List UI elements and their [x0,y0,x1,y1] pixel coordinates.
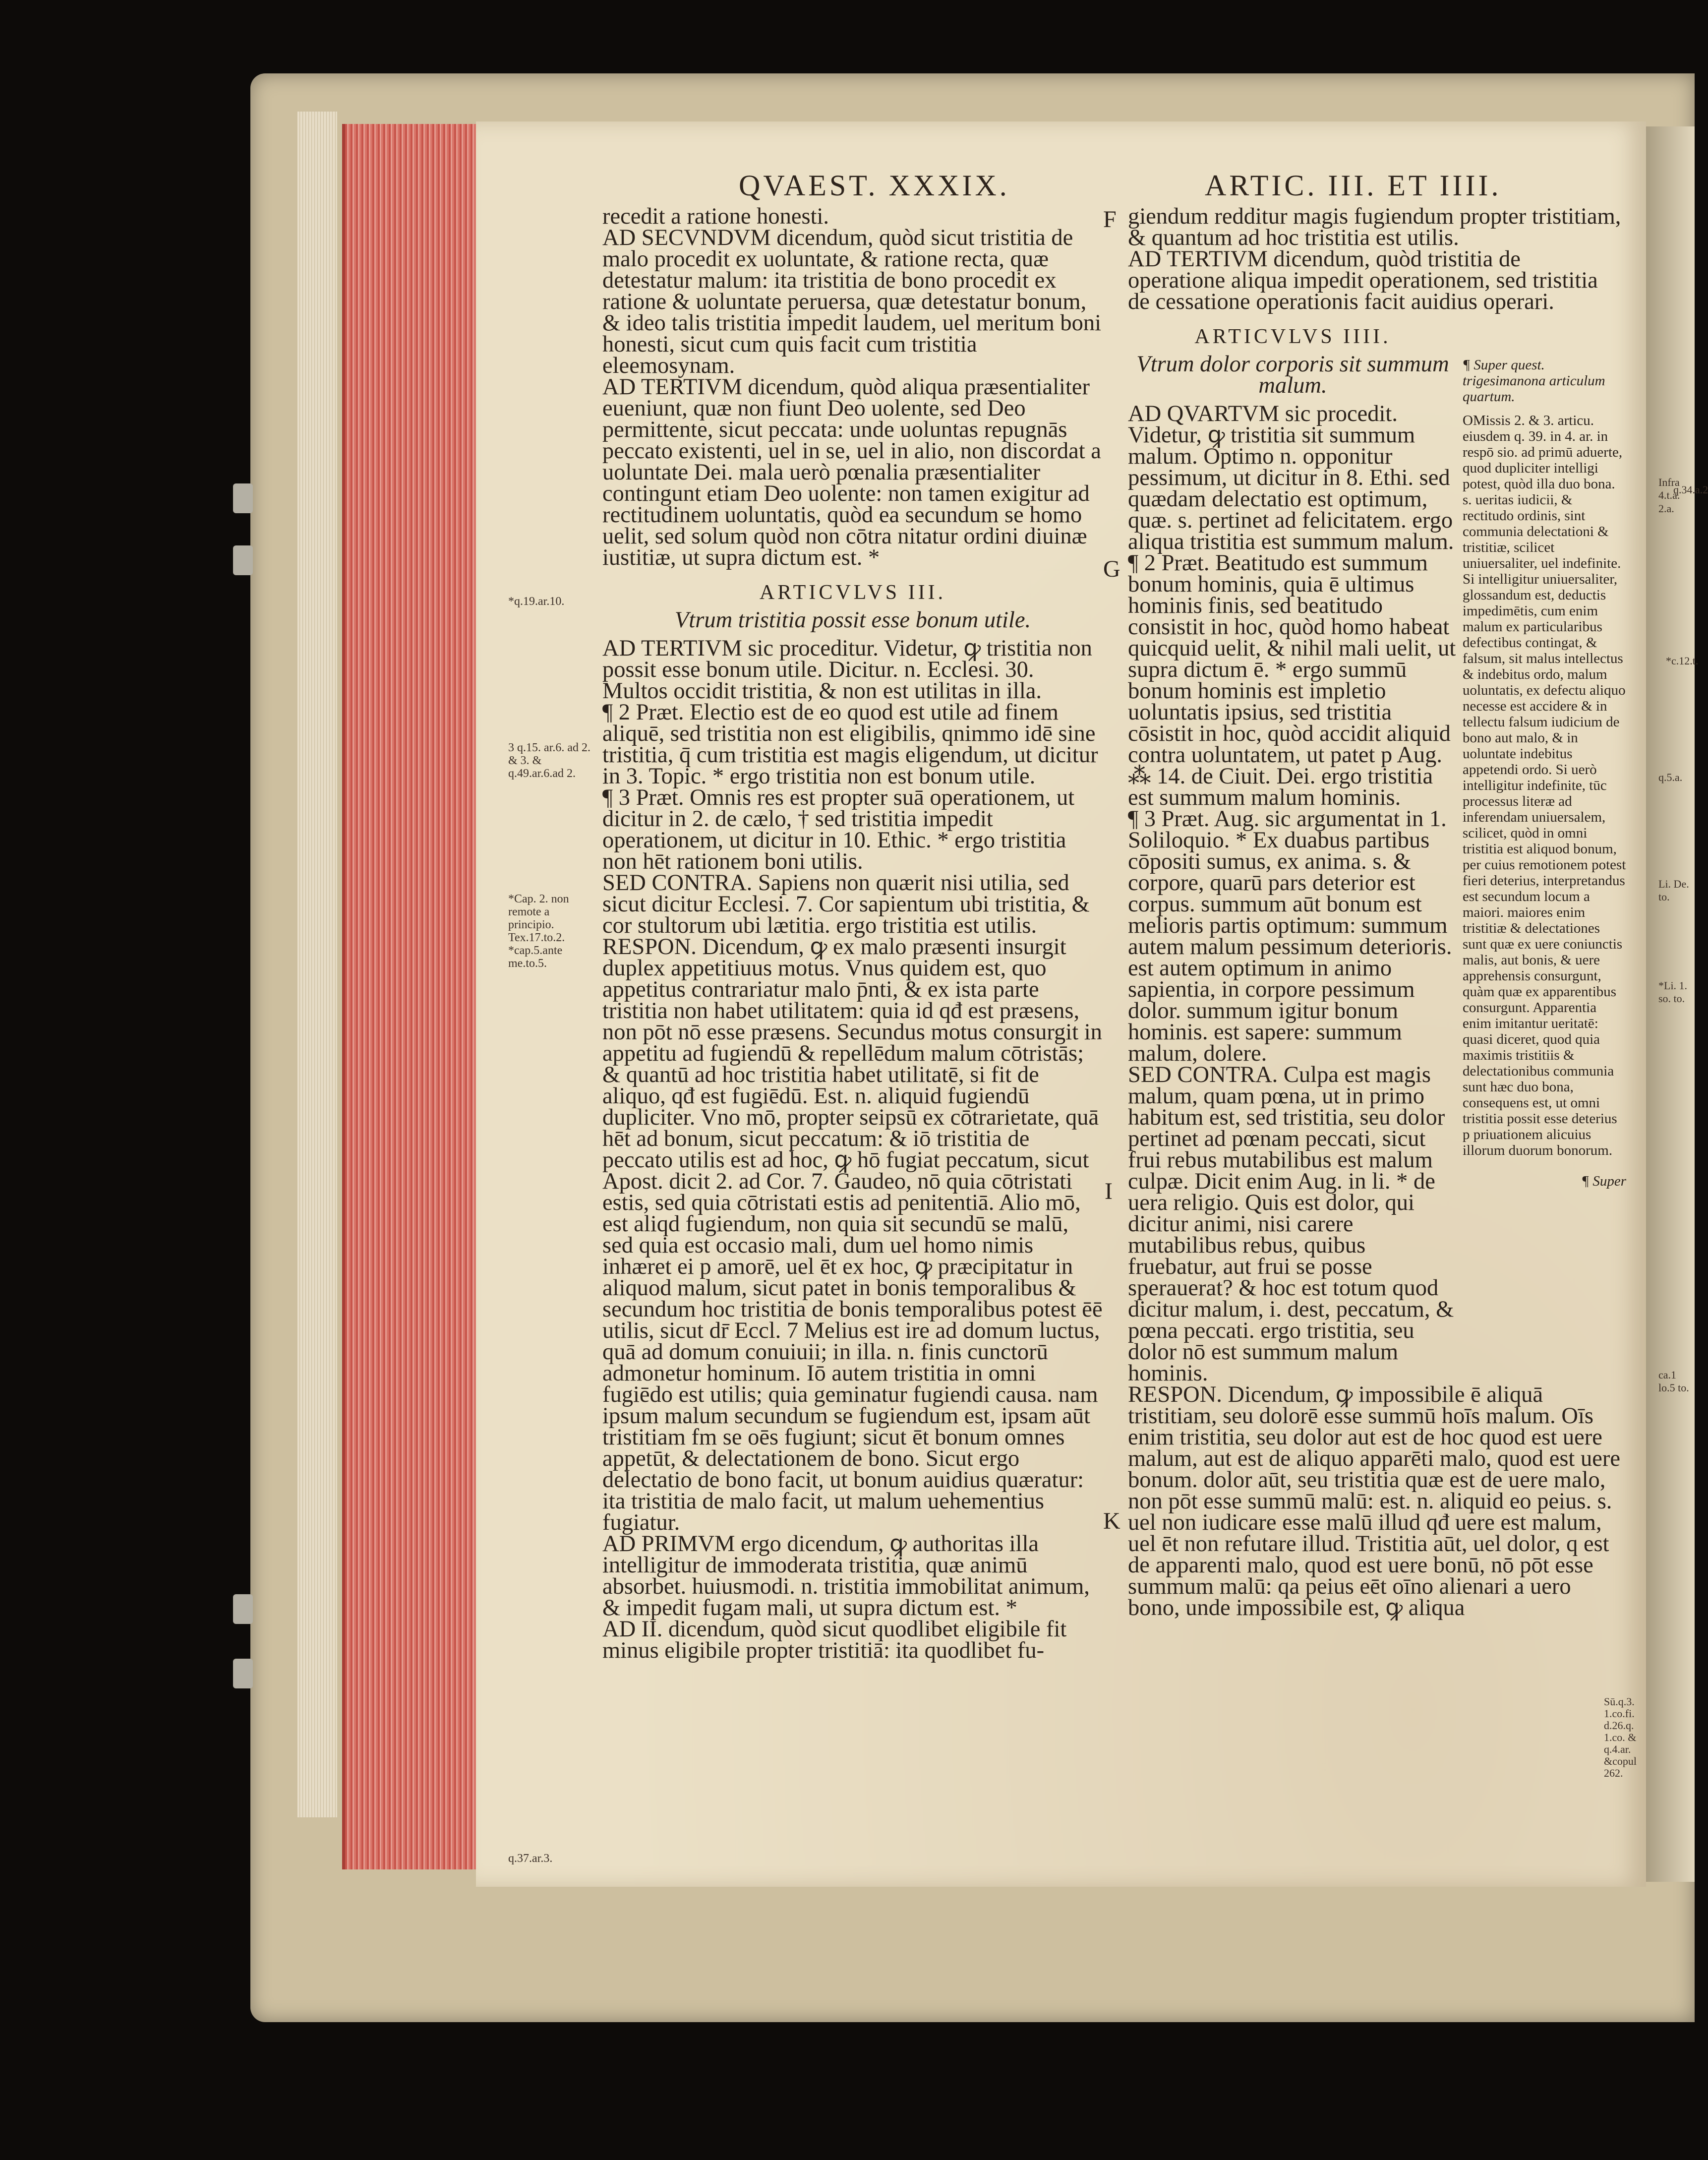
mid-para-2: AD QVARTVM sic procedit. Videtur, ꝙ tristitia sit summum malum. Optimo n. opponitur pessimum, ut dicitur in 8. Ethi. sed quædam delectatio est optimum, quæ. s. pertinet ad felicitatem. ergo aliqua tristitia est summum malum. [1128,401,1454,554]
margin-letter-i: I [1105,1178,1113,1204]
left-para-1: AD SECVNDVM dicendum, quòd sicut tristitia de malo procedit ex uoluntate, & ratione recta, quæ detestatur malum: ita tristitia de bono procedit ex ratione & uoluntate peruersa, quæ detestatur bonum, & ideo talis tristitia impedit laudem, uel meritum boni honesti, sicut cum quis facit cum tristitia eleemosynam. [602,225,1102,378]
edge-note-7: ca.1 lo.5 to. [1658,1369,1689,1394]
edge-note-6: *Li. 1. so. to. [1658,979,1688,1005]
edge-note-2: q.34.a.2 [1673,483,1708,496]
mid-para-6: RESPON. Dicendum, ꝙ impossibile ē aliquā tristitiam, seu dolorē esse summū hoīs malum. Oīs enim tristitia, seu dolor aut est de hoc quod est uere malum, aut est de aliquo apparēti malo, quod est uere bonum. dolor aūt, seu tristitia quæ est de uere malo, non pōt esse summū malū: est. n. aliquid eo peius. s. uel non iudicare esse malū illud qđ uere est malum, uel ēt non refutare illud. Tristitia aūt, uel dolor, q est de apparenti malo, quod est uere bonū, nō pōt esse summum malū: qa peius eēt oīno alienari a uero bono, unde impossibile est, ꝙ aliqua [1128,1382,1620,1620]
left-para-6: SED CONTRA. Sapiens non quærit nisi utilia, sed sicut dicitur Ecclesi. 7. Cor sapientum ubi tristitia, & cor stultorum ubi lætitia. ergo tristitia est utilis. [602,870,1090,938]
left-para-7: RESPON. Dicendum, ꝙ ex malo præsenti insurgit duplex appetitiuus motus. Vnus quidem est, quo appetitus contrariatur malo p̄nti, & ex ista parte tristitia non habet utilitatem: quia id qđ est præsens, non pōt nō esse præsens. Secundus motus consurgit in appetitu ad fugiendū & repellēdum malum cōtristās; & quantū ad hoc tristitia habet utilitatē, si fit de aliquo, qđ est fugiēdū. Est. n. aliquid fugiendū dupliciter. Vno mō, propter seipsū ex cōtrarietate, quā hēt ad bonum, sicut peccatum: & iō tristitia de peccato utilis est ad hoc, ꝙ hō fugiat peccatum, sicut Apost. dicit 2. ad Cor. 7. Gaudeo, nō quia cōtristati estis, sed quia cōtristati estis ad penitentiā. Alio mō, est aliqd fugiendum, non quia sit secundū se malū, sed quia est occasio mali, dum uel homo nimis inhæret ei p amorē, uel ēt ex hoc, ꝙ præcipitatur in aliquod malum, sicut patet in bonis temporalibus & secundum hoc tristitia de bonis temporalibus potest ēē utilis, sicut dr̄ Eccl. 7 Melius est ire ad domum luctus, quā ad domum conuiuii; in illa. n. finis cunctorū admonetur hominum. Iō autem tristitia in omni fugiēdo est utilis; quia geminatur fugiendi causa. nam ipsum malum secundum se fugiendum est, ipsam aūt tristitiam fm se oēs fugiunt; sicut ēt bonum omnes appetūt, & delectationem de bono. Sicut ergo delectatio de bono facit, ut bonum auidius quæratur: ita tristitia de malo facit, ut malum uehementius fugiatur. [602,934,1103,1535]
mid-para-1: AD TERTIVM dicendum, quòd tristitia de operatione aliqua impedit operationem, sed tristitia de cessatione operationis facit auidius operari. [1128,246,1598,314]
edge-note-5: Li. De. to. [1658,878,1689,903]
edge-note-1: Infra 4.t.a. 2.a. [1658,476,1680,515]
mid-para-4: ¶ 3 Præt. Aug. sic argumentat in 1. Soliloquio. * Ex duabus partibus cōpositi sumus, ex anima. s. & corpore, quarū pars deterior est corpus. summum aūt bonum est melioris partis optimum: summum autem malum pessimum deterioris. est autem optimum in animo sapientia, in corpore pessimum dolor. summum igitur bonum hominis. est sapere: summum malum, dolere. [1128,806,1452,1066]
middle-bottom-wide [1128,1384,1626,1619]
margin-note-2: 3 q.15. ar.6. ad 2. & 3. & q.49.ar.6.ad 2. [508,741,590,780]
article-4-title: ARTICVLVS IIII. [1194,325,1391,348]
margin-letter-g: G [1103,556,1120,582]
article-4-question: Vtrum dolor corporis sit summum malum. [1136,352,1449,398]
edge-note-4: q.5.a. [1658,771,1683,783]
clasp-hinge-top [233,483,253,513]
mid-para-0: giendum redditur magis fugiendum propter tristitiam, & quantum ad hoc tristitia est utilis. [1128,204,1621,250]
margin-note-1: *q.19.ar.10. [508,595,565,608]
left-para-5: ¶ 3 Præt. Omnis res est propter suā operationem, ut dicitur in 2. de cælo, † sed tristitia impedit operationem, ut dicitur in 10. Ethic. * ergo tristitia non hēt rationem boni utilis. [602,785,1075,874]
gloss-heading: ¶ Super quest. trigesimanona articulum quartum. [1463,357,1605,405]
gloss-text: OMissis 2. & 3. articu. eiusdem q. 39. in 4. ar. in respō sio. ad primū aduerte, quod dupliciter intelligi potest, quòd illa duo bona. s. ueritas iudicii, & rectitudo ordinis, sint communia delectationi & tristitiæ, scilicet uniuersaliter, uel indefinite. Si intelligitur uniuersaliter, glossandum est, deductis impedimētis, cum enim malum ex particularibus defectibus contingat, & falsum, sit malus intellectus & indebitus ordo, malum uoluntatis, ex defectu aliquo necesse est accidere & in tellectu falsum iudicium de bono aut malo, & in uoluntate indebitus appetendi ordo. Si uerò intelligitur indefinite, tūc processus literæ ad inferendam uniuersalem, scilicet, quòd in omni tristitia est aliquod bonum, per cuius remotionem potest fieri deterius, interpretandus est secundum locum a maiori. maiores enim tristitiæ & delectationes sunt quæ ex uere coniunctis malis, aut bonis, & uere apprehensis consurgunt, quàm quæ ex apparentibus consurgunt. Apparentia enim imitantur ueritatē: quasi diceret, quod quia maximis tristitiis & delectationibus communia sunt hæc duo bona, consequens est, ut omni tristitia possit esse deterius p priuationem alicuius illorum duorum bonorum. [1463,413,1626,1158]
running-head-right: ARTIC. III. ET IIII. [1205,169,1502,202]
mid-para-3: ¶ 2 Præt. Beatitudo est summum bonum hominis, quia ē ultimus hominis finis, sed beatitudo consistit in hoc, quòd homo habeat quicquid uelit, & nihil mali uelit, ut supra dictum ē. * ergo summū bonum hominis est impletio uoluntatis ipsius, sed tristitia cōsistit in hoc, quòd accidit aliquid contra uoluntatem, ut patet p Aug. ⁂ 14. de Ciuit. Dei. ergo tristitia est summum malum hominis. [1128,550,1456,810]
clasp-hinge-lower [233,1594,253,1624]
left-para-0: recedit a ratione honesti. [602,204,829,229]
mid-para-5: SED CONTRA. Culpa est magis malum, quam pœna, ut in primo habitum est, sed tristitia, seu dolor pertinet ad pœnam peccati, sicut frui rebus mutabilibus est malum culpæ. Dicit enim Aug. in li. * de uera religio. Quis est dolor, qui dicitur animi, nisi carere mutabilibus rebus, quibus fruebatur, aut frui se posse sperauerat? & hoc est totum quod dicitur malum, i. dest, peccatum, & pœna peccati. ergo tristitia, seu dolor nō est summum malum hominis. [1128,1062,1454,1386]
right-gloss-column [1463,357,1626,1189]
article-3-title: ARTICVLVS III. [759,581,946,604]
margin-note-5: Sū.q.3. 1.co.fi. d.26.q. 1.co. & q.4.ar. &copul 262. [1604,1695,1637,1779]
left-para-3: AD TERTIVM sic proceditur. Videtur, ꝙ tristitia non possit esse bonum utile. Dicitur. n. Ecclesi. 30. Multos occidit tristitia, & non est utilitas in illa. [602,636,1092,704]
running-head-left: QVAEST. XXXIX. [739,169,1010,202]
article-3-question: Vtrum tristitia possit esse bonum utile. [674,607,1031,633]
middle-top-wide [1128,206,1621,312]
left-text-column [602,206,1103,1661]
left-para-4: ¶ 2 Præt. Electio est de eo quod est utile ad finem aliquē, sed tristitia non est eligibilis, qnimmo idē sine tristitia, q̄ cum tristitia est magis eligendum, ut dicitur in 3. Topic. * ergo tristitia non est bonum utile. [602,700,1098,789]
red-page-edges [342,124,479,1869]
page-block-edge [297,112,337,1817]
clasp-hinge-upper [233,545,253,575]
left-para-8: AD PRIMVM ergo dicendum, ꝙ authoritas illa intelligitur de immoderata tristitia, quæ animū absorbet. huiusmodi. n. tristitia immobilitat animum, & impedit fugam mali, ut supra dictum est. * [602,1531,1090,1620]
left-para-2: AD TERTIVM dicendum, quòd aliqua præsentialiter eueniunt, quæ non fiunt Deo uolente, sed Deo permittente, sicut peccata: unde uoluntas repugnās peccato existenti, uel in se, uel in alio, non discordat a uoluntate Dei. mala uerò pœnalia præsentialiter contingunt etiam Deo uolente: non tamen exigitur ad rectitudinem uoluntatis, quòd ea secundum se homo uelit, sed solum quòd non cōtra nitatur ordini diuinæ iustitiæ, ut supra dictum est. * [602,374,1101,570]
gloss-footer: ¶ Super [1581,1173,1626,1189]
clasp-hinge-bottom [233,1659,253,1688]
left-para-9: AD II. dicendum, quòd sicut quodlibet eligibile fit minus eligibile propter tristitiā: ita quodlibet fu- [602,1617,1067,1663]
margin-letter-f: F [1103,206,1117,233]
margin-letter-k: K [1103,1508,1120,1534]
margin-note-4: q.37.ar.3. [508,1852,553,1865]
edge-note-3: *c.12.t. [1666,655,1699,667]
margin-note-3: *Cap. 2. non remote a principio. Tex.17.to.2. *cap.5.ante me.to.5. [508,893,569,970]
